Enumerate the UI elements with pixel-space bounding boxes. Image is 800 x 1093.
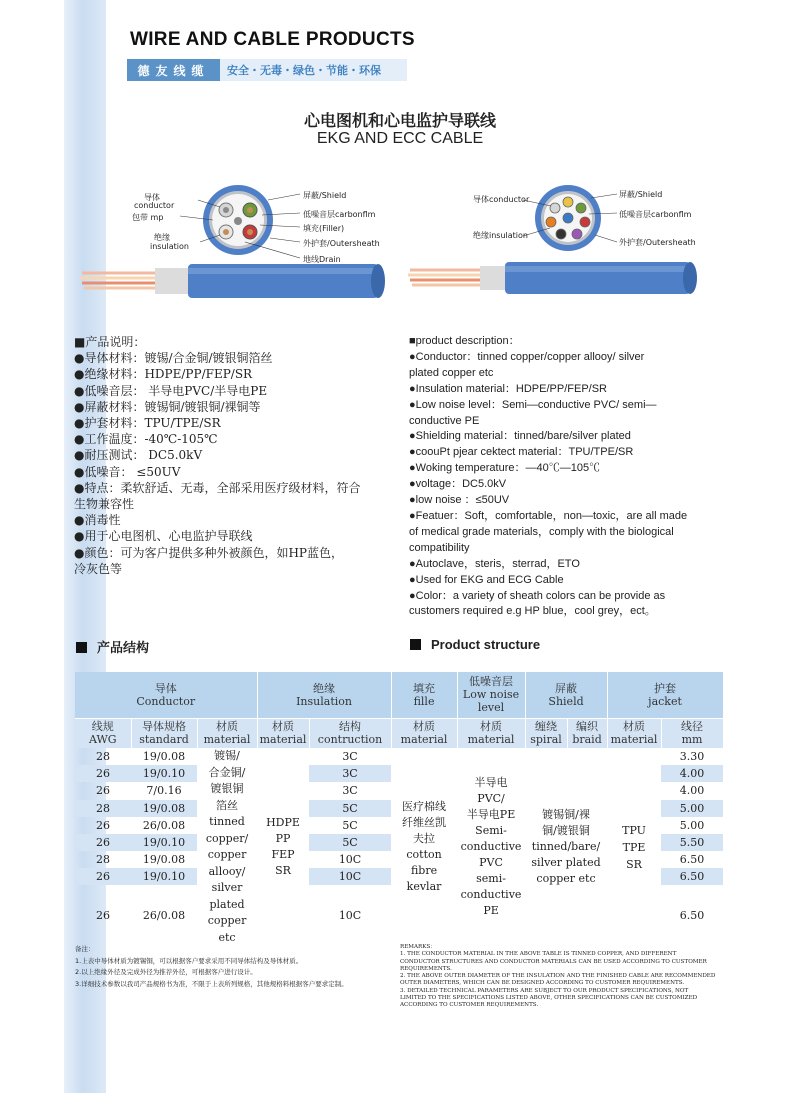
label-right-noise-layer: 低噪音层carbonflm <box>619 210 692 219</box>
cell-construction: 5C <box>342 818 358 832</box>
table-row <box>75 748 723 765</box>
cell-awg: 26 <box>96 818 110 832</box>
cell-standard: 26/0.08 <box>142 909 186 923</box>
description-cn-line: ●耐压测试： DC5.0kV <box>74 448 203 463</box>
description-en-line: ●Featuer：Soft，comfortable，non—toxic，are all made <box>409 509 688 522</box>
header-banner <box>127 59 407 81</box>
note-en-line: CONDUCTOR STRUCTURES AND CONDUCTOR MATERIALS CAN BE USED ACCORDING TO CUSTOMER <box>400 958 707 965</box>
note-en-line: OUTER DIAMETERS, WHICH CAN BE DESIGNED ACCORDING TO CUSTOMER REQUIREMENTS. <box>400 980 685 987</box>
cell-diameter: 6.50 <box>679 909 705 923</box>
label-noise-layer: 低噪音层carbonflm <box>303 210 376 219</box>
label-outersheath: 外护套/Outersheath <box>303 239 380 248</box>
note-cn-line: 2.以上绝缘外径及完成外径为推荐外径，可根据客户进行设计。 <box>75 968 257 976</box>
label-insulation-en: insulation <box>150 242 189 251</box>
label-shield: 屏蔽/Shield <box>303 191 347 200</box>
cell-diameter: 5.00 <box>679 818 705 832</box>
square-bullet-icon <box>76 642 87 653</box>
description-en-line: ●low noise ：≤50UV <box>409 494 510 507</box>
col-construction: 结构 contruction <box>309 718 391 748</box>
cell-awg: 26 <box>75 834 131 851</box>
description-en-line: ●Insulation material：HDPE/PP/FEP/SR <box>409 382 607 395</box>
label-conductor-cn: 导体 <box>144 193 160 202</box>
group-filler: 填充 fille <box>391 672 457 718</box>
description-en-line: customers required e.g HP blue，cool grey，ect。 <box>409 605 656 618</box>
note-en-line: REMARKS： <box>400 944 436 950</box>
cell-insulation-material: HDPE PP FEP SR <box>266 816 300 877</box>
description-en-line: plated copper etc <box>409 366 494 379</box>
description-en-line: compatibility <box>409 541 470 554</box>
description-cn-line: ●导体材料：镀锡/合金铜/镀银铜箔丝 <box>74 351 273 366</box>
brand-slogan: 安全・无毒・绿色・节能・环保 <box>220 59 407 81</box>
label-insulation-cn: 绝缘 <box>154 233 170 242</box>
cell-construction: 3C <box>309 765 391 782</box>
cell-construction: 3C <box>342 750 358 764</box>
section-structure-en-label: Product structure <box>431 637 541 652</box>
cable-diagram-left <box>70 180 400 310</box>
note-en-line: ACCORDING TO CUSTOMER REQUIREMENTS. <box>400 1002 539 1009</box>
group-noise: 低噪音层 Low noise level <box>457 672 525 718</box>
cell-diameter: 6.50 <box>661 868 723 885</box>
col-standard: 导体规格 standard <box>131 718 197 748</box>
cell-standard: 19/0.08 <box>142 853 186 867</box>
description-cn-line: ●用于心电图机、心电监护导联线 <box>74 529 253 544</box>
cell-construction: 10C <box>338 853 362 867</box>
cell-diameter: 5.00 <box>661 800 723 817</box>
group-conductor: 导体 Conductor <box>75 672 257 718</box>
note-cn-line: 备注： <box>75 945 95 953</box>
note-en-line: REQUIREMENTS. <box>400 965 452 972</box>
cell-construction: 5C <box>309 800 391 817</box>
cell-construction: 5C <box>309 834 391 851</box>
label-drain: 地线Drain <box>303 255 341 264</box>
cell-standard: 19/0.10 <box>131 765 197 782</box>
cell-diameter: 4.00 <box>661 765 723 782</box>
label-filler: 填充(Filler) <box>303 224 345 233</box>
cell-shield-material: 镀锡铜/裸 铜/镀银铜 tinned/bare/ silver plated copper etc <box>531 808 601 885</box>
label-right-outersheath: 外护套/Outersheath <box>619 238 696 247</box>
cell-filler-material: 医疗棉线 纤维丝凯 夫拉 cotton fibre kevlar <box>402 800 447 893</box>
description-en-line: ●Low noise level：Semi—conductive PVC/ semi— <box>409 398 657 411</box>
note-cn-line: 3.详细技术参数以我司产品规格书为准，不限于上表所列规格，其他规格料根据客户要求定制。 <box>75 979 348 988</box>
col-jacket-material: 材质 material <box>607 718 661 748</box>
description-cn-line: 生物兼容性 <box>74 497 135 512</box>
cell-awg: 28 <box>96 750 110 764</box>
cell-standard: 19/0.08 <box>131 800 197 817</box>
description-en-line: of medical grade materials，comply with the biological <box>409 525 674 538</box>
cell-standard: 26/0.08 <box>142 818 186 832</box>
description-en-line: ●Used for EKG and ECG Cable <box>409 573 564 586</box>
description-cn-line: ●绝缘材料：HDPE/PP/FEP/SR <box>74 367 253 382</box>
group-jacket: 护套 jacket <box>607 672 723 718</box>
group-shield: 屏蔽 Shield <box>525 672 607 718</box>
description-cn-line: ●屏蔽材料：镀锡铜/镀银铜/裸铜等 <box>74 399 261 414</box>
cell-standard: 19/0.10 <box>131 868 197 885</box>
cell-construction: 10C <box>338 909 362 923</box>
description-cn-line: 冷灰色等 <box>74 561 123 576</box>
description-en-line: ●Color：a variety of sheath colors can be provide as <box>409 589 666 602</box>
cell-awg: 28 <box>75 800 131 817</box>
description-cn-line: ●低噪音层： 半导电PVC/半导电PE <box>74 383 268 398</box>
cell-awg: 26 <box>75 765 131 782</box>
col-filler-material: 材质 material <box>391 718 457 748</box>
cell-conductor-material: 镀锡/ 合金铜/ 镀银铜 箔丝 tinned copper/ copper allooy/ silver plated copper etc <box>205 749 249 944</box>
group-insulation: 绝缘 Insulation <box>257 672 391 718</box>
cell-awg: 26 <box>96 784 110 798</box>
section-structure-cn <box>76 637 149 656</box>
cell-construction: 10C <box>309 868 391 885</box>
square-bullet-icon <box>410 639 421 650</box>
product-title-en: EKG AND ECC CABLE <box>316 130 484 147</box>
col-conductor-material: 材质 material <box>197 718 257 748</box>
product-structure-table <box>75 672 724 946</box>
catalog-title: WIRE AND CABLE PRODUCTS <box>130 29 415 50</box>
cell-jacket-material: TPU TPE SR <box>622 823 646 871</box>
col-braid: 编织 braid <box>567 718 607 748</box>
cell-standard: 7/0.16 <box>146 784 182 798</box>
description-cn-line: ●特点：柔软舒适、无毒，全部采用医疗级材料，符合 <box>74 480 361 495</box>
description-en-line: conductive PE <box>409 414 480 427</box>
col-awg: 线规 AWG <box>75 718 131 748</box>
note-cn-line: 1.上表中导体材质为镀锡铜，可以根据客户要求采用不同导体结构及导体材质。 <box>75 956 303 965</box>
description-en-line: ■product description： <box>409 335 520 347</box>
cell-standard: 19/0.10 <box>131 834 197 851</box>
description-cn-line: ●颜色：可为客户提供多种外被颜色，如HP蓝色， <box>74 545 344 560</box>
label-right-insulation: 绝缘insulation <box>473 231 528 240</box>
description-cn <box>74 334 399 577</box>
description-cn-line: ●护套材料：TPU/TPE/SR <box>74 416 221 431</box>
notes-en <box>400 944 725 1010</box>
description-en <box>409 334 727 620</box>
cell-noise-material: 半导电 PVC/ 半导电PE Semi- conductive PVC semi- conductive PE <box>460 776 522 917</box>
description-en-line: ●Conductor：tinned copper/copper allooy/ silver <box>409 350 645 363</box>
description-cn-line: ●低噪音： ≤50UV <box>74 464 181 479</box>
description-cn-line: ●消毒性 <box>74 513 121 528</box>
note-en-line: LIMITED TO THE SPECIFICATIONS LISTED ABOVE, OTHER SPECIFICATIONS CAN BE CUSTOMIZED <box>400 995 698 1002</box>
cell-standard: 19/0.08 <box>142 750 186 764</box>
cell-diameter: 5.50 <box>661 834 723 851</box>
cell-awg: 26 <box>75 868 131 885</box>
cell-diameter: 6.50 <box>679 853 705 867</box>
notes-cn <box>75 944 395 990</box>
cell-construction: 3C <box>342 784 358 798</box>
label-right-conductor: 导体conductor <box>473 195 530 204</box>
cell-awg: 28 <box>96 853 110 867</box>
col-diameter: 线径 mm <box>661 718 723 748</box>
label-conductor-en: conductor <box>134 201 175 210</box>
description-en-line: ●Shielding material：tinned/bare/silver plated <box>409 430 631 443</box>
note-en-line: 3. DETAILED TECHNICAL PARAMETERS ARE SUBJECT TO OUR PRODUCT SPECIFICATIONS, NOT <box>400 987 689 994</box>
cable-diagram-right <box>405 180 735 310</box>
description-en-line: ●Woking temperature：—40℃—105℃ <box>409 462 601 475</box>
description-cn-line: ●工作温度：-40℃-105℃ <box>74 432 218 447</box>
label-tape: 包带 mp <box>132 213 164 222</box>
section-structure-en <box>410 637 540 652</box>
note-en-line: 1. THE CONDUCTOR MATERIAL IN THE ABOVE TABLE IS TINNED COPPER, AND DIFFERENT <box>400 951 677 958</box>
cell-diameter: 3.30 <box>679 750 705 764</box>
cell-diameter: 4.00 <box>679 784 705 798</box>
cell-awg: 26 <box>96 909 110 923</box>
col-noise-material: 材质 material <box>457 718 525 748</box>
note-en-line: 2. THE ABOVE OUTER DIAMETER OF THE INSULATION AND THE FINISHED CABLE ARE RECOMMENDED <box>400 973 716 980</box>
col-insulation-material: 材质 material <box>257 718 309 748</box>
brand-name: 德友线缆 <box>127 59 220 81</box>
description-en-line: ●voltage：DC5.0kV <box>409 478 507 491</box>
product-title-cn: 心电图机和心电监护导联线 <box>303 111 496 130</box>
description-en-line: ●Autoclave，steris，sterrad，ETO <box>409 557 580 570</box>
description-en-line: ●coouPt pjear cektect material：TPU/TPE/SR <box>409 446 634 459</box>
label-right-shield: 屏蔽/Shield <box>619 190 663 199</box>
section-structure-cn-label: 产品结构 <box>97 641 150 656</box>
col-spiral: 缠绕 spiral <box>525 718 567 748</box>
description-cn-line: ■产品说明： <box>74 335 146 349</box>
